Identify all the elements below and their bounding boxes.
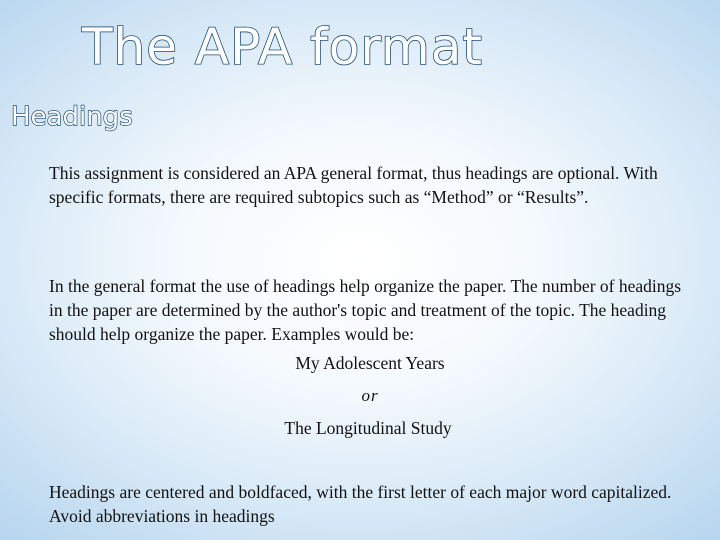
example-heading-first: My Adolescent Years [295,353,445,373]
intro-paragraph: This assignment is considered an APA general format, thus headings are optional. With specific formats, there are required subtopics such as “Method” or “Results”. [49,163,658,207]
example-connector: or [361,386,379,405]
formatting-rules-paragraph: Headings are centered and boldfaced, with the first letter of each major word capitalized. Avoid abbreviations in headings [49,482,672,526]
section-heading: Headings [11,102,133,132]
slide-title: The APA format [82,18,483,76]
general-format-paragraph: In the general format the use of headings help organize the paper. The number of headings in the paper are determined by the author's topic and treatment of the topic. The heading should help organize the paper. Examples would be: [49,276,682,344]
example-heading-second: The Longitudinal Study [284,418,452,438]
